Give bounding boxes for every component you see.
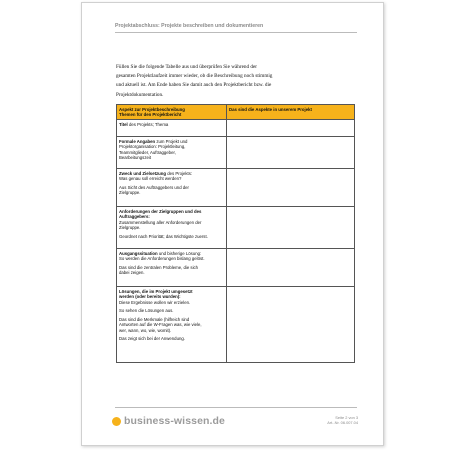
intro-line: Projektdokumentation. — [116, 91, 164, 98]
page-number: Seite 2 von 3 — [335, 415, 358, 420]
table-row — [117, 248, 355, 286]
answer-cell[interactable] — [227, 136, 355, 168]
intro-line: gesamten Projektlaufzeit immer wieder, ob die Beschreibung noch stimmig — [116, 73, 273, 80]
intro-paragraph — [116, 63, 341, 100]
header-divider — [115, 32, 357, 33]
page-header-title: Projektabschluss: Projekte beschreiben und dokumentieren — [115, 23, 264, 29]
aspect-cell-requirements: Anforderungen der Zielgruppen und des Auftraggebers: Zusammenstellung aller Anforderungen der Zielgruppe. Geordnet nach Priorität; das Wichtigste zuerst. — [117, 206, 227, 248]
table-row — [117, 119, 355, 136]
intro-line: Füllen Sie die folgende Tabelle aus und überprüfen Sie während der — [116, 64, 258, 70]
document-page — [81, 2, 384, 446]
table-header-project-aspects: Das sind die Aspekte in unserem Projekt — [227, 105, 355, 120]
table-row — [117, 168, 355, 206]
answer-cell[interactable] — [227, 168, 355, 206]
aspect-cell-formal: Formale Angaben zum Projekt und Projektorganisation: Projektleitung, Teammitglieder, Auftraggeber, Bearbeitungszeit — [117, 136, 227, 168]
page-number-info — [327, 415, 358, 425]
logo-text: business-wissen.de — [124, 415, 226, 427]
table-row — [117, 136, 355, 168]
footer-divider — [115, 407, 357, 408]
article-number: Art.-Nr. 06.007.04 — [327, 420, 358, 425]
table-header-aspect: Aspekt zur Projektbeschreibung Themen für den Projektbericht — [117, 105, 227, 120]
answer-cell[interactable] — [227, 286, 355, 362]
project-description-table — [116, 104, 355, 363]
logo-dot-icon — [112, 417, 121, 426]
aspect-cell-initial-situation: Ausgangssituation und bisherige Lösung: So werden die Anforderungen bislang gelöst. Das sind die zentralen Probleme, die sich dabei zeigen. — [117, 248, 227, 286]
aspect-cell-purpose: Zweck und Zielsetzung des Projekts: Was genau soll erreicht werden? Aus Sicht des Auftraggebers und der Zielgruppe. — [117, 168, 227, 206]
aspect-cell-title: Titel des Projekts; Thema — [117, 119, 227, 136]
answer-cell[interactable] — [227, 119, 355, 136]
table-row — [117, 286, 355, 362]
table-header-row — [117, 105, 355, 120]
answer-cell[interactable] — [227, 206, 355, 248]
table-row — [117, 206, 355, 248]
answer-cell[interactable] — [227, 248, 355, 286]
aspect-cell-solutions: Lösungen, die im Projekt umgesetzt werden (oder bereits wurden): Diese Ergebnisse wollen wir erzielen. So sehen die Lösungen aus. Das sind die Merkmale (hilfreich sind Antworten auf die W-Fragen was, wie viele, wer, wann, wo, wie, womit). Das zeigt sich bei der Anwendung. — [117, 286, 227, 362]
business-wissen-logo — [112, 415, 225, 427]
intro-line: und aktuell ist. Am Ende haben Sie damit auch den Projektbericht bzw. die — [116, 82, 272, 89]
